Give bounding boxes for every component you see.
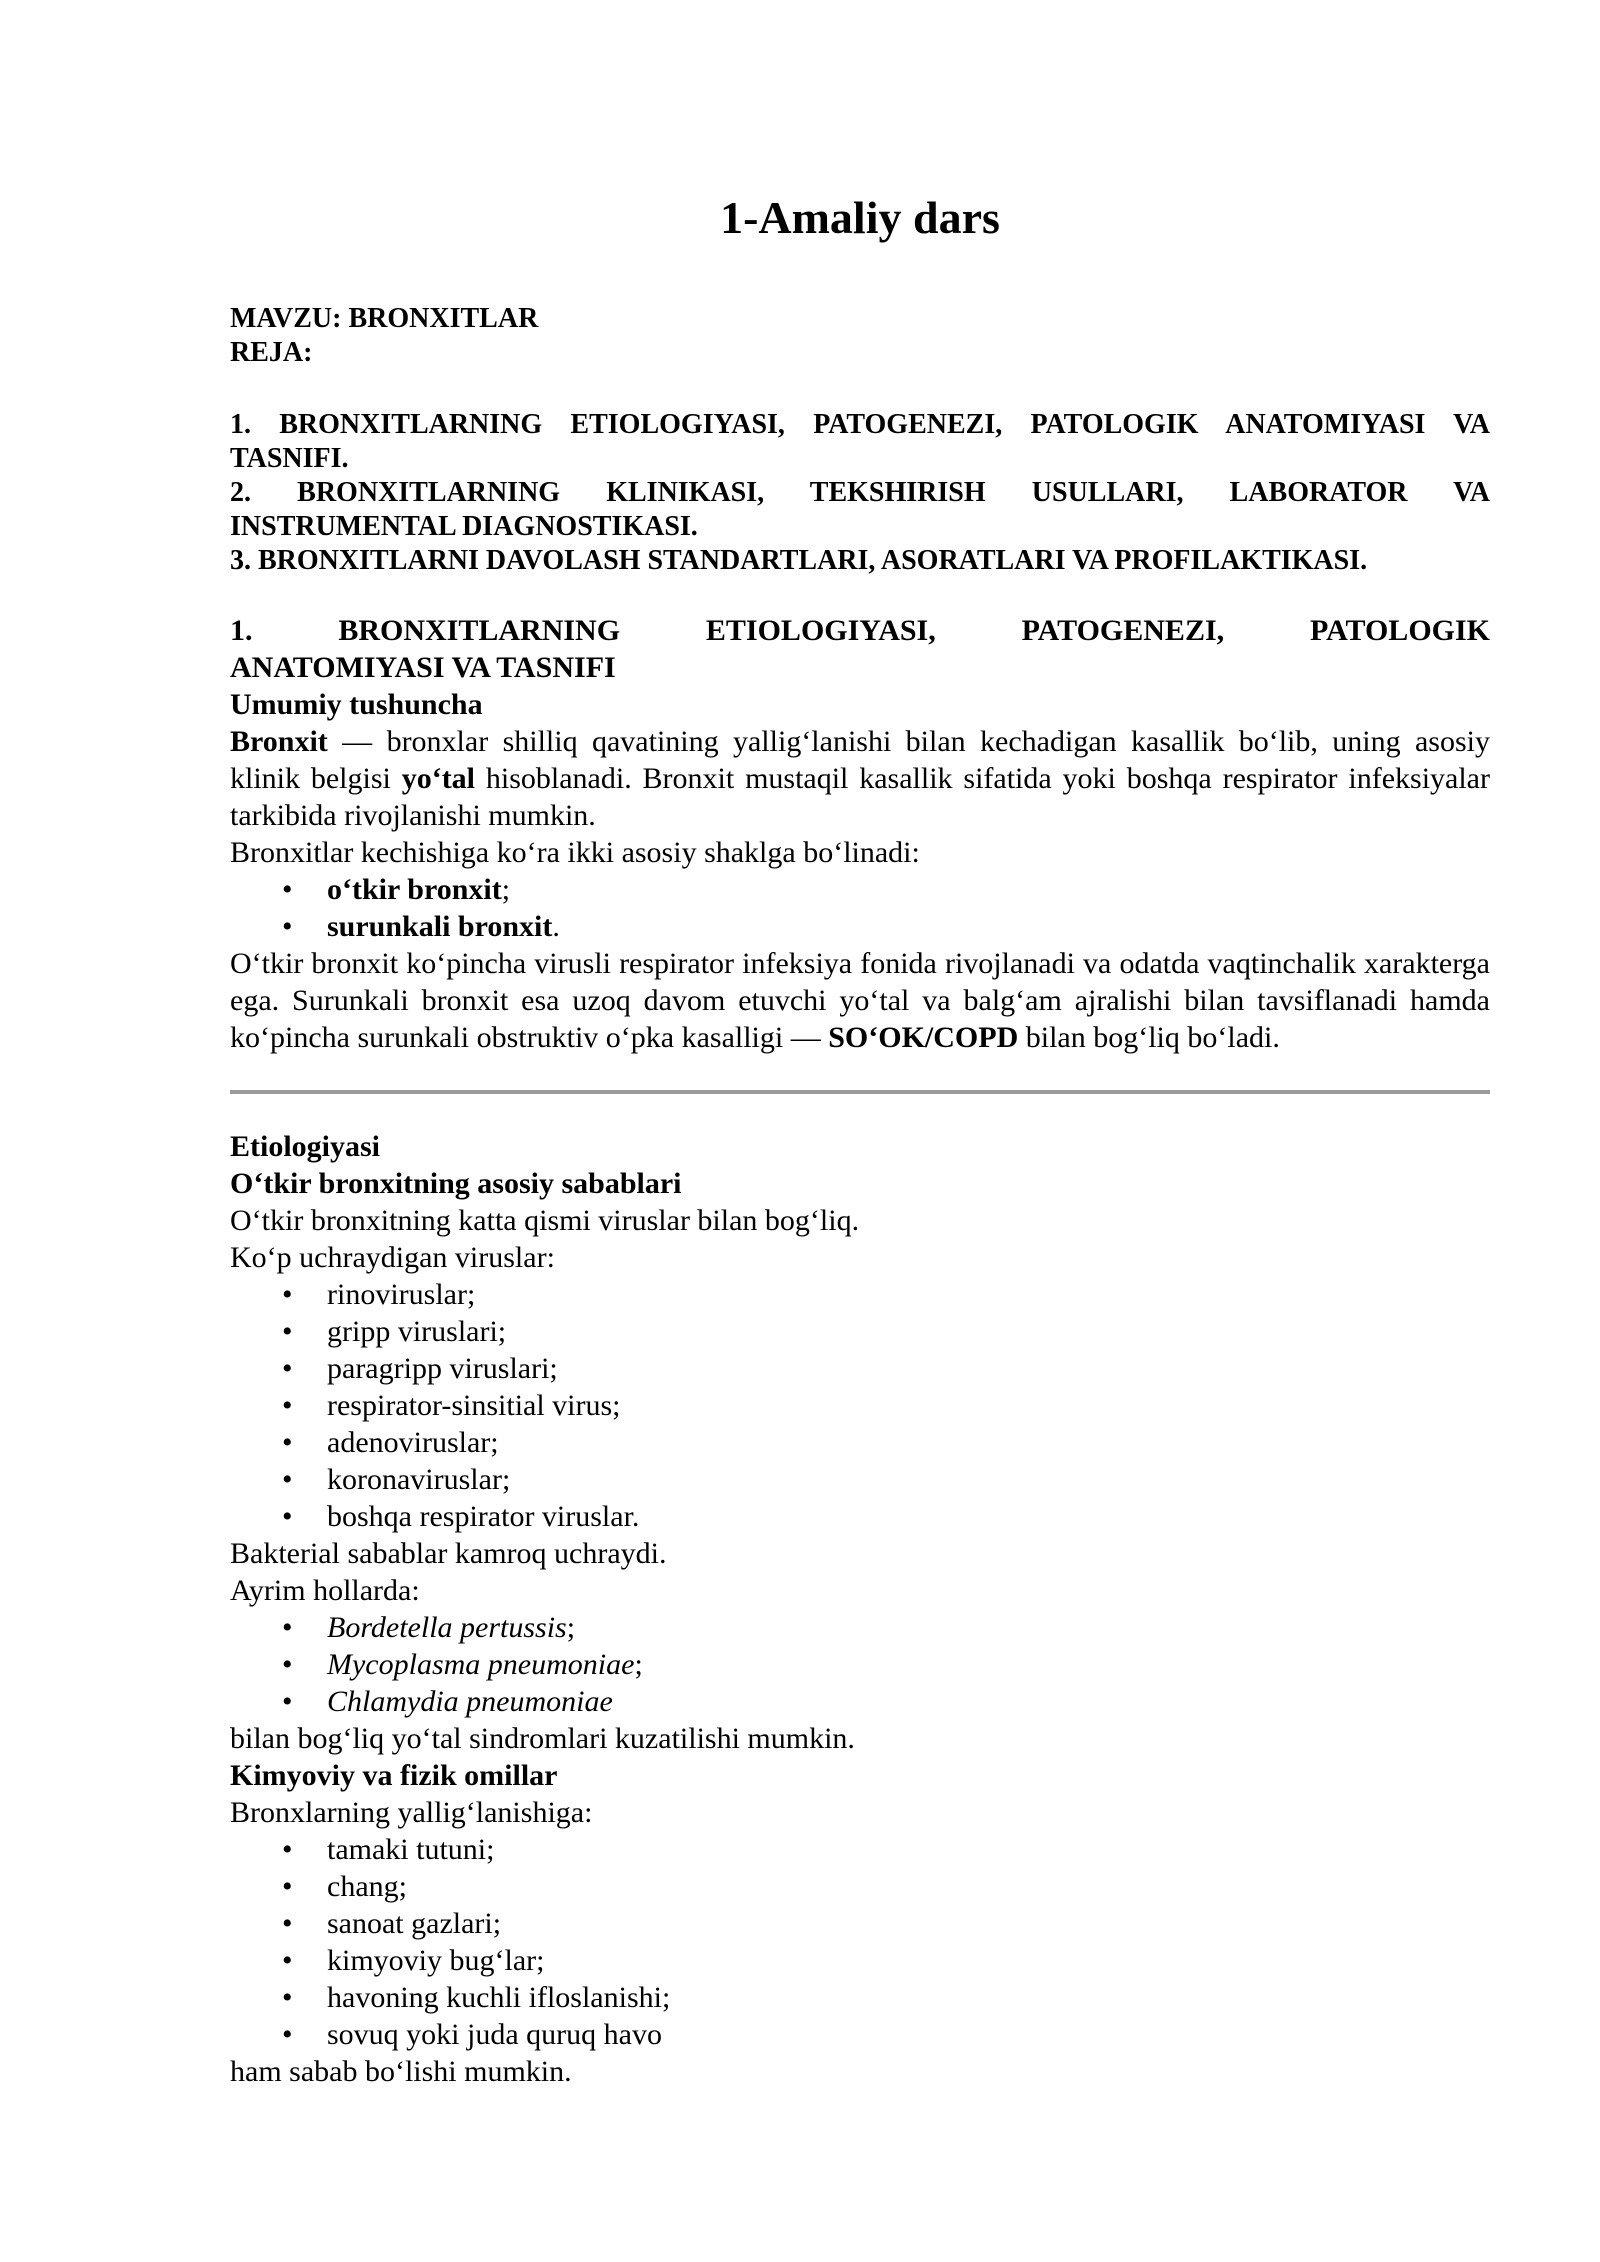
bullet-icon: •	[282, 1648, 293, 1681]
chem-item: sanoat gazlari;	[327, 1907, 502, 1940]
virus-name: adenoviruslar;	[327, 1426, 499, 1459]
section-1	[230, 612, 1490, 1056]
bullet-icon: •	[282, 1870, 293, 1903]
bullet-icon: •	[282, 2018, 293, 2051]
bacteria-name: Bordetella pertussis	[327, 1611, 567, 1644]
list-item	[230, 2016, 1490, 2053]
bullet-icon: •	[282, 1685, 293, 1718]
list-item	[230, 1646, 1490, 1683]
bacteria-name: Chlamydia pneumoniae	[327, 1685, 613, 1718]
bullet-icon: •	[282, 1278, 293, 1311]
list-item	[230, 1868, 1490, 1905]
heading-word: BRONXITLARNING	[338, 614, 621, 647]
etiology-line: Ko‘p uchraydigan viruslar:	[230, 1241, 555, 1274]
horizontal-divider	[230, 1090, 1490, 1094]
virus-list	[230, 1276, 1490, 1535]
list-item	[230, 1424, 1490, 1461]
topic-block	[230, 302, 1490, 370]
list-item	[230, 1387, 1490, 1424]
document-title: 1-Amaliy dars	[720, 192, 1000, 243]
list-item	[230, 1942, 1490, 1979]
bullet-icon: •	[282, 1907, 293, 1940]
list-item	[230, 1609, 1490, 1646]
chem-item: sovuq yoki juda quruq havo	[327, 2018, 662, 2051]
etiology-line: Ayrim hollarda:	[230, 1574, 420, 1607]
bullet-icon: •	[282, 873, 293, 906]
list-item	[230, 1461, 1490, 1498]
forms-description-text-b: bilan bog‘liq bo‘ladi.	[1018, 1021, 1280, 1054]
etiology-line: bilan bog‘liq yo‘tal sindromlari kuzatilishi mumkin.	[230, 1722, 855, 1755]
section-1-heading-line2: ANATOMIYASI VA TASNIFI	[230, 651, 616, 684]
definition-paragraph	[230, 723, 1490, 834]
heading-word: ETIOLOGIYASI,	[705, 614, 936, 647]
chem-item: chang;	[327, 1870, 407, 1903]
chem-intro: Bronxlarning yallig‘lanishiga:	[230, 1796, 593, 1829]
etiology-line: O‘tkir bronxitning katta qismi viruslar bilan bog‘liq.	[230, 1204, 860, 1237]
list-item	[230, 908, 1490, 945]
definition-text-b: hisoblanadi. Bronxit mustaqil kasallik sifatida yoki boshqa respirator infeksiyalar tarkibida rivojlanishi mumkin.	[230, 762, 1490, 832]
bullet-icon: •	[282, 1463, 293, 1496]
chem-list	[230, 1831, 1490, 2053]
plan-item-1-line1: 1. BRONXITLARNING ETIOLOGIYASI, PATOGENEZI, PATOLOGIK ANATOMIYASI VA	[230, 409, 1490, 440]
bacteria-tail: ;	[566, 1611, 576, 1644]
virus-name: paragripp viruslari;	[327, 1352, 558, 1385]
list-item	[230, 1979, 1490, 2016]
heading-word: PATOLOGIK	[1309, 614, 1490, 647]
list-item	[230, 871, 1490, 908]
bacteria-name: Mycoplasma pneumoniae	[327, 1648, 635, 1681]
etiology-subheading: O‘tkir bronxitning asosiy sabablari	[230, 1167, 682, 1200]
plan-item-2-line2: INSTRUMENTAL DIAGNOSTIKASI.	[230, 511, 698, 542]
forms-description-bold: SO‘OK/COPD	[828, 1021, 1019, 1054]
bullet-icon: •	[282, 1315, 293, 1348]
bullet-icon: •	[282, 1389, 293, 1422]
form-name: o‘tkir bronxit	[327, 873, 502, 906]
list-item	[230, 1683, 1490, 1720]
chem-item: tamaki tutuni;	[327, 1833, 495, 1866]
heading-word: PATOGENEZI,	[1021, 614, 1225, 647]
forms-description	[230, 945, 1490, 1056]
bullet-icon: •	[282, 1426, 293, 1459]
plan-item-2-line1: 2. BRONXITLARNING KLINIKASI, TEKSHIRISH USULLARI, LABORATOR VA	[230, 477, 1490, 508]
etiology-heading: Etiologiyasi	[230, 1130, 381, 1163]
chem-heading: Kimyoviy va fizik omillar	[230, 1759, 558, 1792]
bullet-icon: •	[282, 910, 293, 943]
list-item	[230, 1313, 1490, 1350]
bullet-icon: •	[282, 1944, 293, 1977]
forms-intro: Bronxitlar kechishiga ko‘ra ikki asosiy shaklga bo‘linadi:	[230, 836, 920, 869]
chem-item: kimyoviy bug‘lar;	[327, 1944, 545, 1977]
form-name: surunkali bronxit	[327, 910, 553, 943]
etiology-line: Bakterial sabablar kamroq uchraydi.	[230, 1537, 667, 1570]
heading-word: 1.	[230, 614, 253, 647]
virus-name: koronaviruslar;	[327, 1463, 511, 1496]
bullet-icon: •	[282, 1352, 293, 1385]
plan-item-1-line2: TASNIFI.	[230, 443, 349, 474]
section-1-heading-line1	[230, 612, 1490, 649]
plan-item-3: 3. BRONXITLARNI DAVOLASH STANDARTLARI, ASORATLARI VA PROFILAKTIKASI.	[230, 545, 1368, 576]
bullet-icon: •	[282, 1981, 293, 2014]
list-item	[230, 1350, 1490, 1387]
virus-name: respirator-sinsitial virus;	[327, 1389, 621, 1422]
topic-line: MAVZU: BRONXITLAR	[230, 303, 539, 334]
bullet-icon: •	[282, 1611, 293, 1644]
etiology-section	[230, 1128, 1490, 2090]
plan-list	[230, 408, 1490, 578]
definition-term: Bronxit	[230, 725, 328, 758]
bullet-icon: •	[282, 1833, 293, 1866]
list-item	[230, 1905, 1490, 1942]
bacteria-list	[230, 1609, 1490, 1720]
definition-text-a: — bronxlar shilliq qavatining yallig‘lanishi bilan kechadigan kasallik bo‘lib, uning asosiy klinik belgisi	[230, 725, 1490, 795]
section-1-subheading: Umumiy tushuncha	[230, 688, 483, 721]
plan-label: REJA:	[230, 337, 313, 368]
form-tail: ;	[501, 873, 511, 906]
bullet-icon: •	[282, 1500, 293, 1533]
list-item	[230, 1276, 1490, 1313]
list-item	[230, 1831, 1490, 1868]
virus-name: rinoviruslar;	[327, 1278, 476, 1311]
chem-item: havoning kuchli ifloslanishi;	[327, 1981, 671, 2014]
list-item	[230, 1498, 1490, 1535]
bacteria-tail: ;	[634, 1648, 643, 1681]
virus-name: gripp viruslari;	[327, 1315, 507, 1348]
forms-list	[230, 871, 1490, 945]
definition-bold: yo‘tal	[401, 762, 476, 795]
etiology-line: ham sabab bo‘lishi mumkin.	[230, 2055, 572, 2088]
virus-name: boshqa respirator viruslar.	[327, 1500, 640, 1533]
forms-description-text-a: O‘tkir bronxit ko‘pincha virusli respirator infeksiya fonida rivojlanadi va odatda vaqtinchalik xarakterga ega. Surunkali bronxit esa uzoq davom etuvchi yo‘tal va balg‘am ajralishi bilan tavsiflanadi hamda ko‘pincha surunkali obstruktiv o‘pka kasalligi —	[230, 947, 1490, 1054]
form-tail: .	[552, 910, 560, 943]
